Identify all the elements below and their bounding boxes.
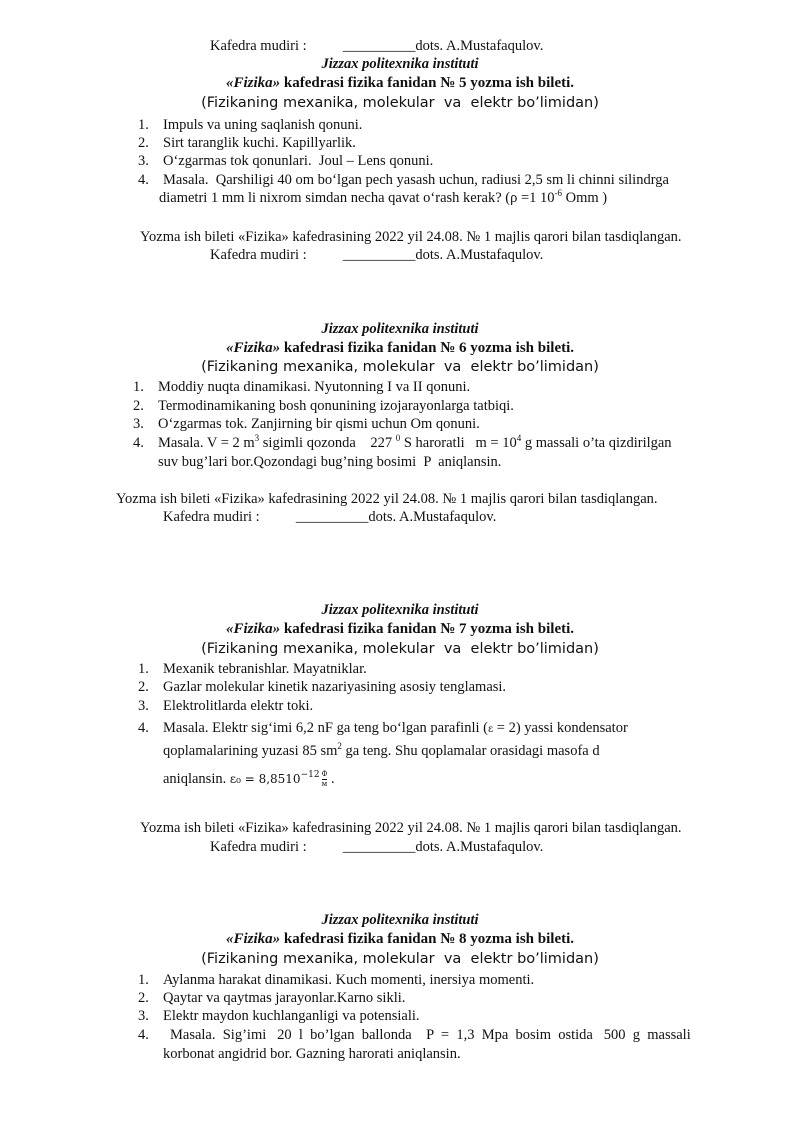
item-number: 2. <box>138 990 149 1006</box>
ticket-subtitle: (Fizikaning mexanika, molekular va elektr bo’limidan) <box>201 95 599 111</box>
item-number: 4. <box>138 1027 149 1043</box>
question-4-line-1: Masala. Qarshiligi 40 om bo‘lgan pech yasash uchun, radiusi 2,5 sm li chinni silindrga <box>163 172 669 188</box>
item-number: 2. <box>138 135 149 151</box>
question-4-line-1: Masala. Sig’imi 20 l bo’lgan ballonda P = 1,3 Mpa bosim ostida 500 g massali <box>170 1027 691 1043</box>
approval-line: Yozma ish bileti «Fizika» kafedrasining 2022 yil 24.08. № 1 majlis qarori bilan tasdiqlangan. <box>140 229 682 245</box>
ticket-subtitle: (Fizikaning mexanika, molekular va elektr bo’limidan) <box>201 359 599 375</box>
signature-line: Kafedra mudiri : __________dots. A.Mustafaqulov. <box>210 839 544 855</box>
institute-title: Jizzax politexnika instituti <box>321 912 479 928</box>
item-number: 2. <box>133 398 144 414</box>
institute-title: Jizzax politexnika instituti <box>321 321 479 337</box>
question-2: Sirt taranglik kuchi. Kapillyarlik. <box>163 135 356 151</box>
question-2: Gazlar molekular kinetik nazariyasining asosiy tenglamasi. <box>163 679 507 695</box>
question-3: O‘zgarmas tok qonunlari. Joul – Lens qonuni. <box>163 153 434 169</box>
item-number: 3. <box>133 416 144 432</box>
item-number: 1. <box>138 661 149 677</box>
item-number: 4. <box>138 172 149 188</box>
ticket-heading: «Fizika» kafedrasi fizika fanidan № 7 yozma ish bileti. <box>225 621 575 637</box>
question-4-line-3: aniqlansin. $\varepsilon_0 = 8,8510^{-12}$ $\frac{Ф}{м}$ . <box>163 770 335 788</box>
question-4-line-1: Masala. Elektr sig‘imi 6,2 nF ga teng bo‘lgan parafinli (ε = 2) yassi kondensator <box>163 720 628 736</box>
question-2: Termodinamikaning bosh qonunining izojarayonlarga tatbiqi. <box>158 398 514 414</box>
ticket-subtitle: (Fizikaning mexanika, molekular va elektr bo’limidan) <box>201 641 599 657</box>
item-number: 3. <box>138 153 149 169</box>
item-number: 2. <box>138 679 149 695</box>
item-number: 1. <box>138 117 149 133</box>
question-1: Aylanma harakat dinamikasi. Kuch momenti, inersiya momenti. <box>163 972 535 988</box>
approval-line: Yozma ish bileti «Fizika» kafedrasining 2022 yil 24.08. № 1 majlis qarori bilan tasdiqlangan. <box>116 491 658 507</box>
question-1: Mexanik tebranishlar. Mayatniklar. <box>163 661 367 677</box>
item-number: 1. <box>138 972 149 988</box>
signature-line: Kafedra mudiri : __________dots. A.Mustafaqulov. <box>210 38 544 54</box>
signature-line: Kafedra mudiri : __________dots. A.Mustafaqulov. <box>210 247 544 263</box>
question-4-line-2: suv bug’lari bor.Qozondagi bug’ning bosimi P aniqlansin. <box>158 454 502 470</box>
item-number: 1. <box>133 379 144 395</box>
question-3: Elektr maydon kuchlanganligi va potensiali. <box>163 1008 420 1024</box>
question-4-line-1: Masala. V = 2 $m^3$ sigimli qozonda 227 $^0$ S haroratli $m = 10^4$ g massali o’ta qizdirilgan <box>158 433 672 451</box>
question-1: Moddiy nuqta dinamikasi. Nyutonning I va II qonuni. <box>158 379 471 395</box>
question-4-line-2: qoplamalarining yuzasi 85 $sm^2$ ga teng. Shu qoplamalar orasidagi masofa d <box>163 741 600 759</box>
question-4-line-2: diametri 1 mm li nixrom simdan necha qavat o‘rash kerak? (ρ =1 $10^{-6}$ Omm ) <box>159 188 608 206</box>
ticket-heading: «Fizika» kafedrasi fizika fanidan № 6 yozma ish bileti. <box>225 340 575 356</box>
ticket-subtitle: (Fizikaning mexanika, molekular va elektr bo’limidan) <box>201 951 599 967</box>
item-number: 3. <box>138 1008 149 1024</box>
question-4-line-2: korbonat angidrid bor. Gazning harorati aniqlansin. <box>163 1046 461 1062</box>
question-1: Impuls va uning saqlanish qonuni. <box>163 117 363 133</box>
epsilon-formula: $\varepsilon_0 = 8,8510^{-12}$ $\frac{Ф}{м}$ <box>229 770 328 788</box>
item-number: 4. <box>133 435 144 451</box>
question-3: Elektrolitlarda elektr toki. <box>163 698 314 714</box>
item-number: 3. <box>138 698 149 714</box>
institute-title: Jizzax politexnika instituti <box>321 602 479 618</box>
approval-line: Yozma ish bileti «Fizika» kafedrasining 2022 yil 24.08. № 1 majlis qarori bilan tasdiqlangan. <box>140 820 682 836</box>
unit-fraction: $\frac{Ф}{м}$ <box>321 770 328 788</box>
signature-line: Kafedra mudiri : __________dots. A.Mustafaqulov. <box>163 509 497 525</box>
question-3: O‘zgarmas tok. Zanjirning bir qismi uchun Om qonuni. <box>158 416 480 432</box>
item-number: 4. <box>138 720 149 736</box>
ticket-heading: «Fizika» kafedrasi fizika fanidan № 8 yozma ish bileti. <box>225 931 575 947</box>
institute-title: Jizzax politexnika instituti <box>321 56 479 72</box>
ticket-heading: «Fizika» kafedrasi fizika fanidan № 5 yozma ish bileti. <box>225 75 575 91</box>
question-2: Qaytar va qaytmas jarayonlar.Karno sikli. <box>163 990 406 1006</box>
